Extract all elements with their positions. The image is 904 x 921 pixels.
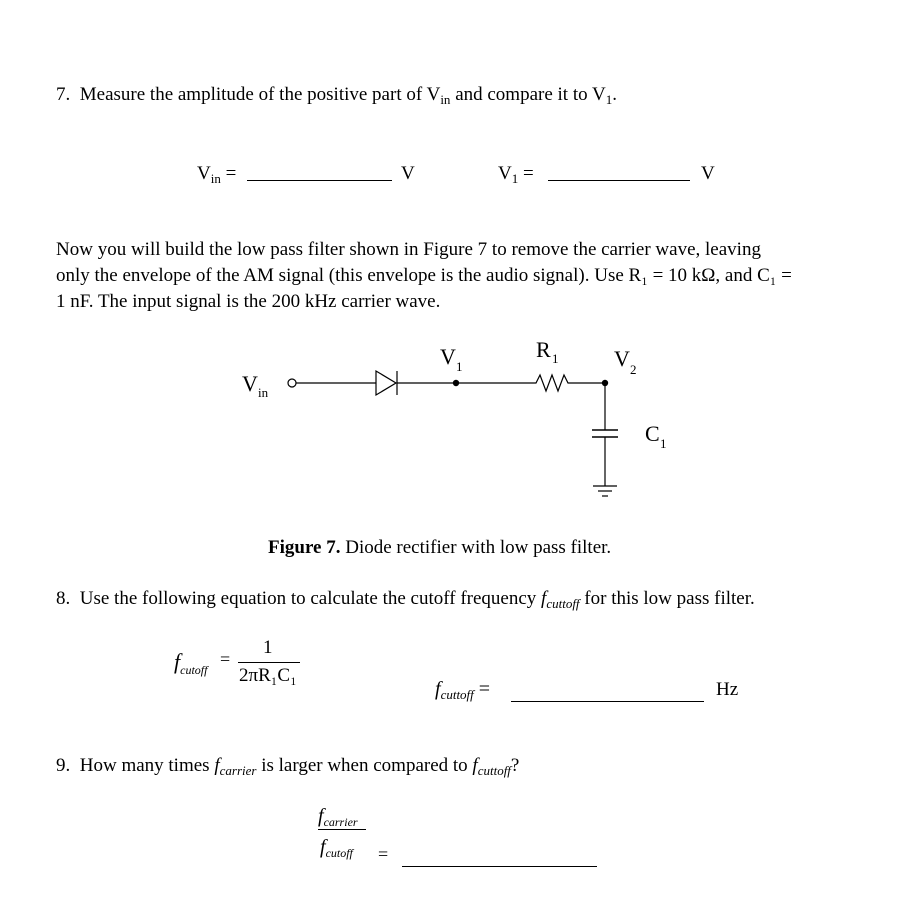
circuit-r1-label: R xyxy=(536,337,551,362)
circuit-v2-sub: 2 xyxy=(630,362,637,377)
formula-equals: = xyxy=(220,649,231,669)
circuit-v2-label: V xyxy=(614,346,630,371)
diode-icon xyxy=(376,371,397,395)
instruction-line-1: Now you will build the low pass filter shown in Figure 7 to remove the carrier wave, leaving xyxy=(56,239,761,260)
circuit-v1-label: V xyxy=(440,344,456,369)
formula-f-label: $f_{cutoff}$ xyxy=(174,649,208,677)
formula-numerator: 1 xyxy=(263,637,273,658)
capacitor-icon xyxy=(592,430,618,437)
circuit-vin-sub: in xyxy=(258,385,269,400)
circuit-c1-sub: 1 xyxy=(660,436,667,451)
vin-answer-label: $V_{in}$ = xyxy=(197,163,237,186)
circuit-v1-sub: 1 xyxy=(456,359,463,374)
v1-answer-blank[interactable] xyxy=(548,162,690,181)
formula-denominator: 2πR₁C₁ xyxy=(239,665,297,686)
ground-icon xyxy=(593,486,617,496)
circuit-c1-label: C xyxy=(645,421,660,446)
formula-fraction-bar xyxy=(238,662,300,663)
ratio-answer-blank[interactable] xyxy=(402,848,597,867)
circuit-diagram xyxy=(0,330,904,510)
cutoff-answer-label: $f_{cuttoff}$ = xyxy=(435,678,491,702)
question-9-text: 9. How many times $f_{carrier}$ is larger when compared to $f_{cuttoff}$? xyxy=(56,755,520,778)
cutoff-answer-blank[interactable] xyxy=(511,683,704,702)
input-terminal xyxy=(288,379,296,387)
cutoff-unit: Hz xyxy=(716,679,739,700)
figure-caption: Figure 7. Diode rectifier with low pass filter. xyxy=(268,537,612,558)
v1-answer-label: $V_1$ = xyxy=(498,163,534,186)
circuit-r1-sub: 1 xyxy=(552,351,559,366)
resistor-icon xyxy=(530,375,574,391)
vin-answer-blank[interactable] xyxy=(247,162,392,181)
ratio-numerator: $f_{carrier}$ xyxy=(318,805,358,829)
ratio-fraction-bar xyxy=(318,829,366,830)
ratio-denominator: $f_{cutoff}$ xyxy=(320,836,353,860)
circuit-vin-label: V xyxy=(242,371,258,396)
question-8-text: 8. Use the following equation to calculate the cutoff frequency $f_{cuttoff}$ for this low pass filter. xyxy=(56,588,755,611)
v1-unit: V xyxy=(701,163,715,184)
vin-unit: V xyxy=(401,163,415,184)
question-7-text: 7. Measure the amplitude of the positive part of $V_{in}$ and compare it to $V_1$. xyxy=(56,84,617,107)
ratio-equals: = xyxy=(378,844,389,864)
instruction-line-3: 1 nF. The input signal is the 200 kHz carrier wave. xyxy=(56,291,441,312)
node-v1 xyxy=(453,380,459,386)
instruction-line-2: only the envelope of the AM signal (this envelope is the audio signal). Use R₁ = 10 kΩ, and C₁ = xyxy=(56,265,792,286)
